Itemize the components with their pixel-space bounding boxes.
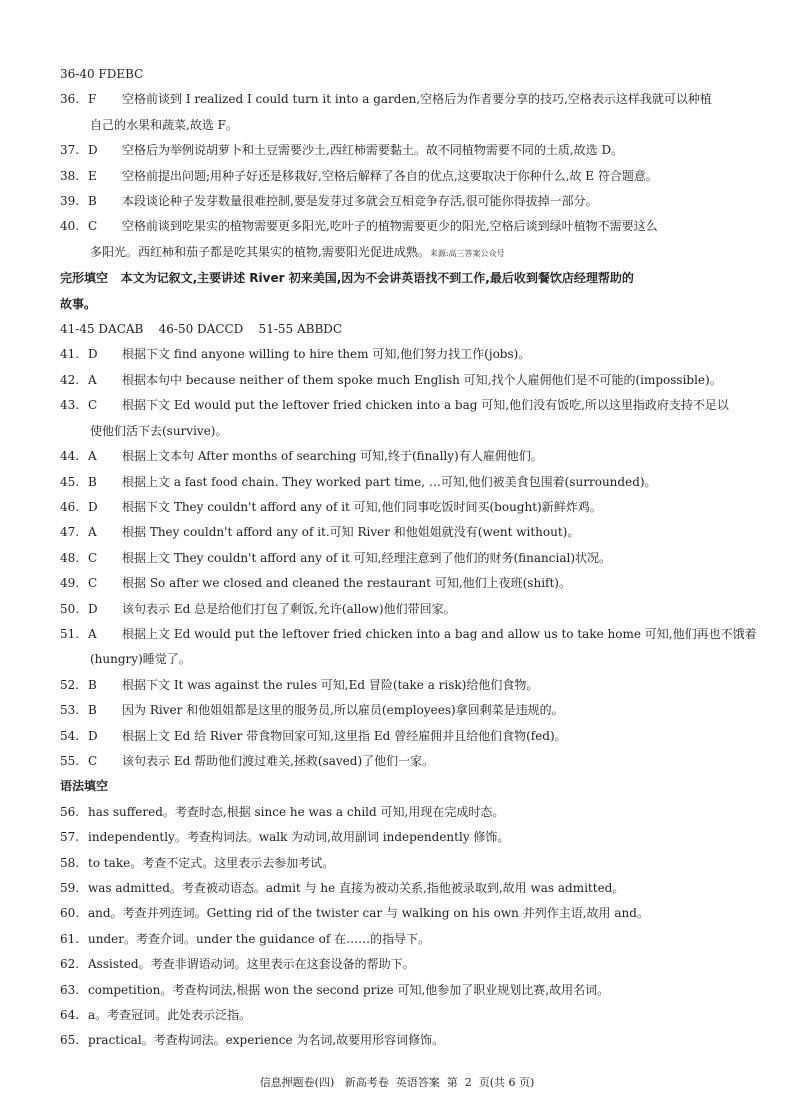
answer-letter: B [88,703,97,718]
explanation-line [60,800,740,825]
question-number: 36. [60,92,80,107]
explanation-line [60,189,740,214]
question-number: 58. [60,855,80,870]
answer-letter: A [88,372,97,387]
explanation-item [60,825,740,850]
page-footer: 信息押题卷(四) 新高考卷 英语答案 第 2 页(共 6 页) [259,1076,535,1089]
question-number: 63. [60,982,80,997]
explanation-line [60,368,740,393]
question-number: 60. [60,906,80,921]
explanation-line [60,724,740,749]
question-number: 41. [60,347,80,362]
question-number: 51. [60,626,80,641]
explanation-line [60,342,740,367]
answer-letter: A [88,449,97,464]
explanation-item [60,800,740,825]
explanation-line [60,952,740,977]
question-number: 42. [60,372,80,387]
explanation-line [60,164,740,189]
explanation-text: 根据下文 find anyone willing to hire them 可知,他们努力找工作(jobs)。 [122,347,531,362]
explanation-text: 根据下文 They couldn't afford any of it 可知,他们同事吃饭时间买(bought)新鲜炸鸡。 [122,499,602,514]
explanation-text: 根据上文 They couldn't afford any of it 可知,经理注意到了他们的财务(financial)状况。 [122,550,612,565]
explanation-line [60,444,740,469]
continuation-text: 多阳光。西红柿和茄子都是吃其果实的植物,需要阳光促进成熟。 [90,244,430,259]
answer-letter: C [88,753,98,768]
explanation-text: 空格前谈到 I realized I could turn it into a garden,空格后为作者要分享的技巧,空格表示这样我就可以种植 [122,92,712,107]
explanation-line [60,851,740,876]
explanation-text: independently。考查构词法。walk 为动词,故用副词 independently 修饰。 [88,830,510,845]
explanation-item [60,927,740,952]
explanation-line [60,520,740,545]
explanation-continuation [60,419,740,444]
explanation-text: a。考查冠词。此处表示泛指。 [88,1008,252,1023]
explanation-item [60,214,740,266]
source-note: 来源:高三答案公众号 [429,248,505,258]
explanation-item [60,622,757,673]
explanation-text: to take。考查不定式。这里表示去参加考试。 [88,855,335,870]
question-number: 59. [60,881,80,895]
question-number: 52. [60,677,80,692]
explanation-line [60,214,740,239]
explanation-line [60,571,740,596]
explanation-line [60,876,740,901]
answer-letter: D [88,728,98,743]
explanation-text: 根据下文 It was against the rules 可知,Ed 冒险(take a risk)给他们食物。 [122,677,539,692]
explanation-text: and。考查并列连词。Getting rid of the twister car 与 walking on his own 并列作主语,故用 and。 [88,906,649,921]
explanation-item [60,571,740,596]
question-number: 43. [60,398,80,413]
question-number: 57. [60,830,80,845]
explanation-line [60,87,740,112]
explanation-item [60,546,740,571]
explanation-line [60,1028,740,1053]
explanation-continuation [60,240,740,266]
question-number: 49. [60,576,80,591]
explanation-text: competition。考查构词法,根据 won the second prize 可知,他参加了职业规划比赛,故用名词。 [88,982,610,997]
continuation-text: (hungry)睡觉了。 [90,652,191,667]
cloze-explanations [60,342,757,774]
question-number: 48. [60,550,80,565]
answer-letter: E [88,168,97,183]
explanation-item [60,495,740,520]
explanation-line [60,1003,740,1028]
grammar-explanations [60,800,740,1054]
question-number: 62. [60,957,80,972]
explanation-continuation [60,647,740,672]
explanation-item [60,393,740,444]
explanation-text: 根据上文本句 After months of searching 可知,终于(finally)有人雇佣他们。 [122,449,543,464]
explanation-text: 该句表示 Ed 帮助他们渡过难关,拯救(saved)了他们一家。 [122,753,435,768]
answer-letter: B [88,474,97,489]
question-number: 44. [60,449,80,464]
explanation-line [60,825,740,850]
explanation-line [60,622,757,647]
continuation-text: 自己的水果和蔬菜,故选 F。 [90,117,238,132]
question-number: 64. [60,1008,80,1023]
question-number: 39. [60,194,80,209]
explanation-text: 根据本句中 because neither of them spoke much English 可知,找个人雇佣他们是不可能的(impossible)。 [122,372,722,387]
answer-letter: D [88,143,98,158]
answer-letter: C [88,576,98,591]
question-number: 47. [60,525,80,540]
cloze-heading [60,266,740,291]
explanation-text: under。考查介词。under the guidance of 在……的指导下。 [88,931,431,946]
explanation-line [60,978,740,1003]
question-number: 61. [60,931,80,946]
explanation-item [60,164,740,189]
answer-letter: B [88,677,97,692]
explanation-line [60,138,740,163]
cloze-intro-line-1: 本文为记叙文,主要讲述 River 初来美国,因为不会讲英语找不到工作,最后收到餐饮店经理帮助的 [120,271,634,286]
explanation-line [60,673,740,698]
explanation-line [60,698,740,723]
answer-letter: A [88,525,97,540]
answer-letter: F [88,92,97,107]
question-number: 65. [60,1033,80,1048]
question-number: 53. [60,703,80,718]
explanation-text: 空格前提出问题;用种子好还是移栽好,空格后解释了各自的优点,这要取决于你种什么,故 E 符合题意。 [122,168,658,183]
answer-letter: C [88,398,98,413]
answer-letter: C [88,550,98,565]
explanation-text: 空格后为举例说胡萝卜和土豆需要沙土,西红柿需要黏土。故不同植物需要不同的土质,故选 D。 [122,143,624,158]
explanation-text: has suffered。考查时态,根据 since he was a child 可知,用现在完成时态。 [88,804,505,819]
explanation-text: 根据下文 Ed would put the leftover fried chicken into a bag 可知,他们没有饭吃,所以这里指政府支持不足以 [122,398,729,413]
explanation-item [60,876,740,901]
explanation-item [60,673,740,698]
answer-letter: B [88,194,97,209]
explanation-line [60,901,740,926]
explanation-text: 根据 So after we closed and cleaned the restaurant 可知,他们上夜班(shift)。 [122,576,571,591]
explanation-line [60,495,740,520]
explanation-text: 空格前谈到吃果实的植物需要更多阳光,吃叶子的植物需要更少的阳光,空格后谈到绿叶植物不需要这么 [122,219,658,234]
question-number: 46. [60,499,80,514]
explanation-item [60,87,740,138]
explanation-line [60,393,740,418]
explanation-line [60,749,740,774]
explanation-item [60,851,740,876]
explanation-text: 该句表示 Ed 总是给他们打包了剩饭,允许(allow)他们带回家。 [122,601,456,616]
cloze-intro-line-2: 故事。 [60,296,97,311]
explanation-item [60,1003,740,1028]
explanation-continuation [60,113,740,138]
answer-letter: D [88,347,98,362]
question-number: 45. [60,474,80,489]
explanation-line [60,927,740,952]
question-number: 54. [60,728,80,743]
explanation-item [60,470,740,495]
question-number: 38. [60,168,80,183]
explanation-text: 因为 River 和他姐姐都是这里的服务员,所以雇员(employees)拿回剩菜是违规的。 [122,703,564,718]
continuation-text: 使他们活下去(survive)。 [90,423,228,438]
explanation-item [60,444,740,469]
question-number: 50. [60,601,80,616]
explanation-text: 本段谈论种子发芽数量很难控制,要是发芽过多就会互相竞争存活,很可能你得拔掉一部分。 [122,194,598,209]
explanation-text: 根据上文 Ed would put the leftover fried chicken into a bag and allow us to take home 可知,他们再也不饿着 [122,626,757,641]
explanation-item [60,901,740,926]
explanation-item [60,1028,740,1053]
explanation-text: Assisted。考查非谓语动词。这里表示在这套设备的帮助下。 [88,957,415,972]
explanation-item [60,952,740,977]
answer-letter: A [88,626,97,641]
answer-letter: C [88,219,98,234]
explanation-item [60,342,740,367]
cloze-answer-key: 41-45 DACAB 46-50 DACCD 51-55 ABBDC [60,322,343,337]
explanation-line [60,470,740,495]
answer-letter: D [88,499,98,514]
cloze-title: 完形填空 [60,271,109,286]
reading-explanations [60,87,740,266]
explanation-item [60,520,740,545]
explanation-item [60,189,740,214]
explanation-item [60,597,740,622]
question-number: 56. [60,804,80,819]
explanation-text: was admitted。考查被动语态。admit 与 he 直接为被动关系,指他被录取到,故用 was admitted。 [88,881,625,895]
grammar-title: 语法填空 [60,779,109,794]
explanation-item [60,138,740,163]
explanation-line [60,597,740,622]
answer-letter: D [88,601,98,616]
question-number: 40. [60,219,80,234]
explanation-item [60,698,740,723]
reading-answer-header: 36-40 FDEBC [60,67,144,81]
question-number: 37. [60,143,80,158]
explanation-item [60,749,740,774]
explanation-text: 根据 They couldn't afford any of it.可知 River 和他姐姐就没有(went without)。 [122,525,580,540]
explanation-text: 根据上文 Ed 给 River 带食物回家可知,这里指 Ed 曾经雇佣并且给他们食物(fed)。 [122,728,567,743]
explanation-text: 根据上文 a fast food chain. They worked part time, …可知,他们被美食包围着(surrounded)。 [122,474,657,489]
explanation-item [60,978,740,1003]
explanation-text: practical。考查构词法。experience 为名词,故要用形容词修饰。 [88,1033,445,1048]
explanation-item [60,368,740,393]
explanation-line [60,546,740,571]
answer-content [60,62,757,1054]
explanation-item [60,724,740,749]
question-number: 55. [60,753,80,768]
